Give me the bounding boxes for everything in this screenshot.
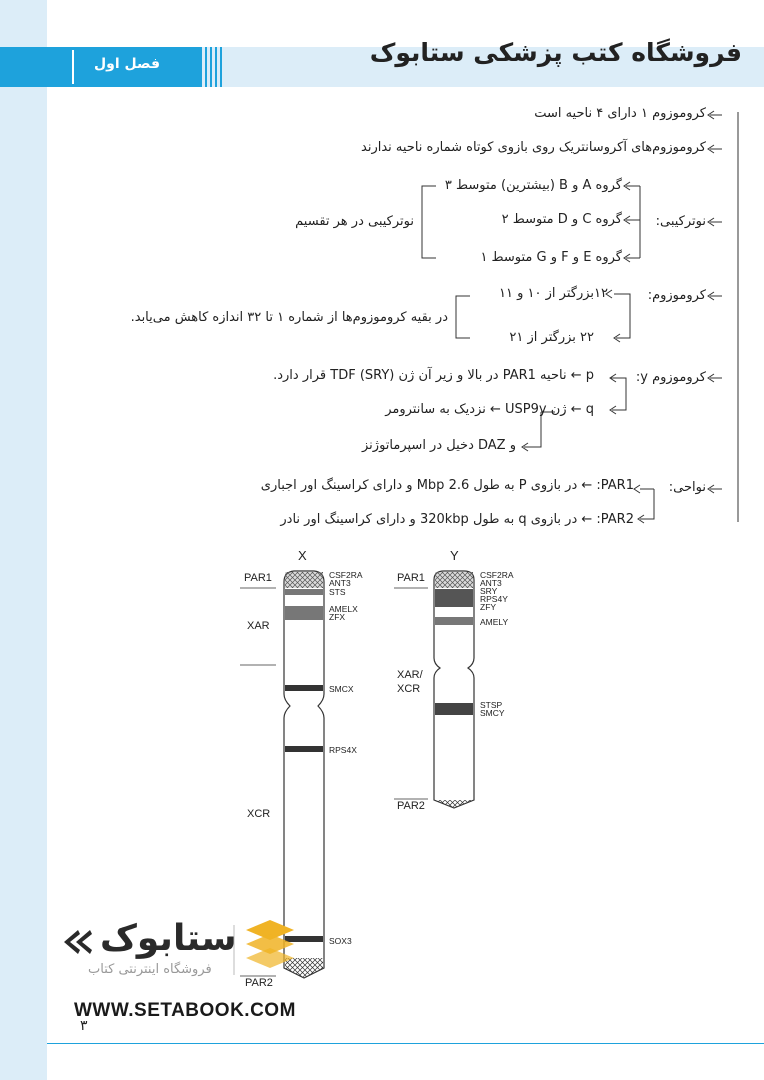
line-acrocentric-note: کروموزوم‌های آکروسانتریک روی بازوی کوتاه شماره ناحیه ندارند	[361, 140, 706, 155]
y-label-par1: PAR1	[397, 572, 425, 584]
group-cd: گروه C و D متوسط ۲	[501, 212, 622, 227]
group-ab: گروه A و B (بیشترین) متوسط ۳	[444, 178, 622, 193]
recombination-note: نوترکیبی در هر تقسیم	[295, 214, 414, 229]
y-gene-ant3: ANT3	[480, 578, 502, 588]
x-label-xcr: XCR	[247, 808, 271, 820]
y-gene-sry: SRY	[480, 586, 498, 596]
par1-line: PAR1: ← در بازوی P به طول 2.6 Mbp و دارای کراسینگ اور اجباری	[260, 478, 634, 493]
group-efg: گروه E و F و G متوسط ۱	[480, 250, 622, 265]
line-chromosome1-regions: کروموزوم ۱ دارای ۴ ناحیه است	[534, 106, 706, 121]
x-chromosome-title: X	[298, 548, 307, 563]
x-gene-amelx: AMELX	[329, 604, 358, 614]
logo-persian-text: فروشگاه اینترنتی کتاب	[88, 962, 212, 977]
page-title: فروشگاه کتب پزشکی ستابوک	[369, 38, 742, 67]
y-gene-rps4y: RPS4Y	[480, 594, 508, 604]
logo-url: WWW.SETABOOK.COM	[74, 1000, 296, 1021]
y-daz-line: و DAZ دخیل در اسپرماتوژنز	[362, 438, 516, 453]
label-chromosome: کروموزوم:	[647, 288, 706, 303]
y-p-arm-line: p ← ناحیه PAR1 در بالا و زیر آن ژن TDF (SRY) قرار دارد.	[273, 368, 594, 383]
chr12-note: ۱۲بزرگتر از ۱۰ و ۱۱	[499, 286, 608, 301]
y-q-arm-line: q ← ژن USP9y ← نزدیک به سانترومر	[385, 402, 594, 417]
y-gene-csf2ra: CSF2RA	[480, 570, 514, 580]
y-label-par2: PAR2	[397, 800, 425, 812]
x-gene-sox3: SOX3	[329, 936, 352, 946]
x-label-par1: PAR1	[244, 572, 272, 584]
x-label-par2: PAR2	[245, 977, 273, 989]
label-y-chromosome: کروموزوم y:	[635, 370, 706, 385]
chr22-note: ۲۲ بزرگتر از ۲۱	[509, 330, 594, 345]
label-recombination: نوترکیبی:	[655, 214, 706, 229]
x-gene-csf2ra: CSF2RA	[329, 570, 363, 580]
y-gene-smcy: SMCY	[480, 708, 505, 718]
y-gene-amely: AMELY	[480, 617, 509, 627]
label-regions: نواحی:	[668, 480, 706, 495]
x-gene-rps4x: RPS4X	[329, 745, 357, 755]
logo-brand-mark: ستابوک	[100, 918, 237, 959]
y-gene-zfy: ZFY	[480, 602, 497, 612]
y-label-xar-xcr: XAR/ XCR	[397, 669, 423, 695]
x-gene-sts: STS	[329, 587, 346, 597]
size-decrease-note: در بقیه کروموزوم‌ها از شماره ۱ تا ۳۲ اندازه کاهش می‌یابد.	[130, 310, 448, 325]
page-number: ۳	[80, 1018, 88, 1034]
x-gene-ant3: ANT3	[329, 578, 351, 588]
x-gene-smcx: SMCX	[329, 684, 354, 694]
par2-line: PAR2: ← در بازوی q به طول 320kbp و دارای کراسینگ اور نادر	[280, 512, 634, 527]
y-chromosome-title: Y	[450, 548, 459, 563]
footer-rule	[47, 1043, 764, 1044]
chapter-label: فصل اول	[94, 56, 160, 72]
x-label-xar: XAR	[247, 620, 270, 632]
x-gene-zfx: ZFX	[329, 612, 346, 622]
y-gene-stsp: STSP	[480, 700, 503, 710]
